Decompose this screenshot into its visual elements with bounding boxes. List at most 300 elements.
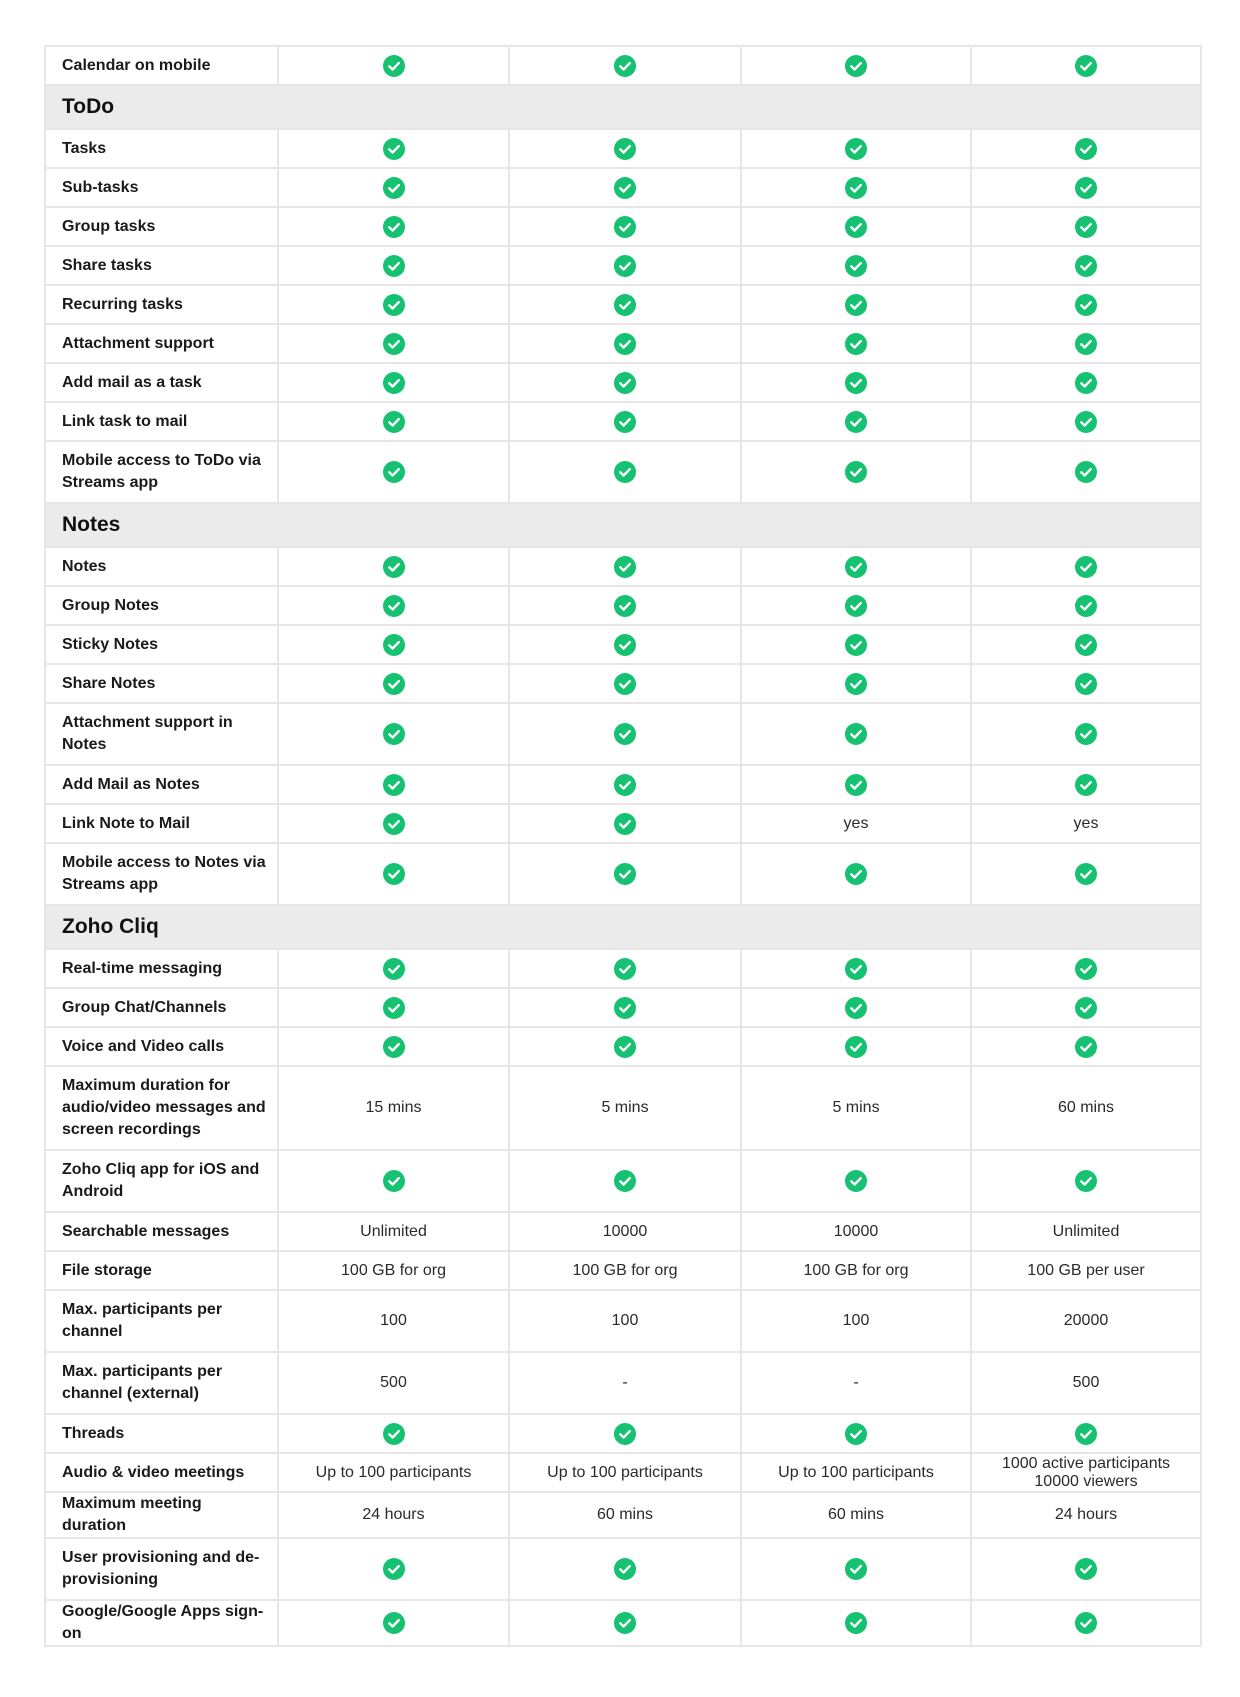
plan-value-cell xyxy=(971,207,1201,246)
plan-value-text: 24 hours xyxy=(1054,1506,1118,1523)
plan-value-cell xyxy=(971,363,1201,402)
plan-value-cell xyxy=(741,949,971,988)
plan-value-cell xyxy=(278,625,509,664)
check-circle-icon xyxy=(1075,774,1097,796)
plan-value-cell xyxy=(741,363,971,402)
check-circle-icon xyxy=(1075,411,1097,433)
plan-value-cell xyxy=(278,1600,509,1646)
plan-value-text: 5 mins xyxy=(832,1099,880,1116)
check-circle-icon xyxy=(383,634,405,656)
plan-value-cell xyxy=(971,1290,1201,1352)
plan-value-cell xyxy=(278,402,509,441)
plan-value-cell xyxy=(741,1027,971,1066)
plan-value-cell xyxy=(971,441,1201,503)
check-circle-icon xyxy=(383,255,405,277)
plan-value-cell xyxy=(971,46,1201,85)
plan-value-cell xyxy=(741,1251,971,1290)
table-row xyxy=(45,804,1201,843)
check-circle-icon xyxy=(614,55,636,77)
check-circle-icon xyxy=(845,723,867,745)
plan-value-cell xyxy=(971,1414,1201,1453)
check-circle-icon xyxy=(1075,634,1097,656)
plan-value-cell xyxy=(278,703,509,765)
check-circle-icon xyxy=(1075,863,1097,885)
table-row xyxy=(45,46,1201,85)
feature-label: Threads xyxy=(45,1414,278,1453)
plan-value-cell xyxy=(509,285,741,324)
plan-value-cell xyxy=(509,168,741,207)
feature-label: Share tasks xyxy=(45,246,278,285)
plan-value-cell xyxy=(971,804,1201,843)
check-circle-icon xyxy=(614,461,636,483)
plan-value-cell xyxy=(741,664,971,703)
check-circle-icon xyxy=(845,673,867,695)
check-circle-icon xyxy=(845,595,867,617)
plan-value-cell xyxy=(278,1251,509,1290)
feature-label: Group tasks xyxy=(45,207,278,246)
check-circle-icon xyxy=(383,813,405,835)
plan-value-text: - xyxy=(622,1374,628,1391)
plan-value-cell xyxy=(509,625,741,664)
plan-value-text: 100 xyxy=(842,1312,870,1329)
feature-label: Link Note to Mail xyxy=(45,804,278,843)
feature-label: Mobile access to ToDo via Streams app xyxy=(45,441,278,503)
plan-value-cell xyxy=(509,1290,741,1352)
check-circle-icon xyxy=(383,1036,405,1058)
check-circle-icon xyxy=(383,177,405,199)
check-circle-icon xyxy=(1075,1612,1097,1634)
plan-value-cell xyxy=(971,547,1201,586)
check-circle-icon xyxy=(1075,333,1097,355)
section-header xyxy=(45,503,1201,547)
plan-value-cell xyxy=(509,547,741,586)
table-row xyxy=(45,402,1201,441)
check-circle-icon xyxy=(614,1612,636,1634)
plan-value-cell xyxy=(278,843,509,905)
check-circle-icon xyxy=(383,723,405,745)
table-row xyxy=(45,1066,1201,1150)
feature-label: Share Notes xyxy=(45,664,278,703)
plan-value-cell xyxy=(741,441,971,503)
section-title: Zoho Cliq xyxy=(45,905,1201,949)
plan-value-text: 100 xyxy=(380,1312,407,1329)
plan-value-text: - xyxy=(853,1374,859,1391)
check-circle-icon xyxy=(845,216,867,238)
plan-value-cell xyxy=(971,1492,1201,1538)
check-circle-icon xyxy=(845,411,867,433)
check-circle-icon xyxy=(383,333,405,355)
plan-value-cell xyxy=(741,285,971,324)
plan-value-cell xyxy=(741,703,971,765)
table-row xyxy=(45,765,1201,804)
plan-value-cell xyxy=(741,586,971,625)
plan-value-text: 500 xyxy=(380,1374,407,1391)
check-circle-icon xyxy=(383,372,405,394)
table-row xyxy=(45,441,1201,503)
check-circle-icon xyxy=(614,372,636,394)
feature-label: Link task to mail xyxy=(45,402,278,441)
feature-label: Sticky Notes xyxy=(45,625,278,664)
plan-value-cell xyxy=(278,1066,509,1150)
check-circle-icon xyxy=(1075,255,1097,277)
plan-value-cell xyxy=(278,586,509,625)
plan-value-cell xyxy=(278,988,509,1027)
feature-label: Maximum duration for audio/video messages and screen recordings xyxy=(45,1066,278,1150)
table-row xyxy=(45,324,1201,363)
plan-value-cell xyxy=(509,988,741,1027)
table-row xyxy=(45,1600,1201,1646)
feature-label: Sub-tasks xyxy=(45,168,278,207)
plan-value-text: 60 mins xyxy=(596,1506,654,1523)
table-row xyxy=(45,586,1201,625)
plan-value-cell xyxy=(278,1212,509,1251)
check-circle-icon xyxy=(1075,595,1097,617)
feature-label: File storage xyxy=(45,1251,278,1290)
check-circle-icon xyxy=(1075,958,1097,980)
plan-value-cell xyxy=(509,1453,741,1492)
plan-value-cell xyxy=(278,1150,509,1212)
plan-value-cell xyxy=(741,1538,971,1600)
check-circle-icon xyxy=(383,556,405,578)
feature-label: Google/Google Apps sign-on xyxy=(45,1600,278,1646)
check-circle-icon xyxy=(845,461,867,483)
check-circle-icon xyxy=(614,1423,636,1445)
plan-value-cell xyxy=(509,1352,741,1414)
feature-label: Max. participants per channel (external) xyxy=(45,1352,278,1414)
check-circle-icon xyxy=(614,177,636,199)
check-circle-icon xyxy=(614,813,636,835)
check-circle-icon xyxy=(614,1170,636,1192)
check-circle-icon xyxy=(383,673,405,695)
plan-value-cell xyxy=(278,1290,509,1352)
plan-value-text: 60 mins xyxy=(827,1506,885,1523)
plan-value-cell xyxy=(278,547,509,586)
plan-value-cell xyxy=(741,168,971,207)
plan-value-cell xyxy=(741,1150,971,1212)
plan-value-text: 10000 xyxy=(602,1222,648,1240)
check-circle-icon xyxy=(383,595,405,617)
check-circle-icon xyxy=(383,411,405,433)
plan-value-cell xyxy=(971,949,1201,988)
plan-value-text: 60 mins xyxy=(1057,1099,1115,1116)
plan-value-cell xyxy=(971,625,1201,664)
plan-value-cell xyxy=(741,246,971,285)
check-circle-icon xyxy=(383,461,405,483)
check-circle-icon xyxy=(1075,556,1097,578)
feature-label: Zoho Cliq app for iOS and Android xyxy=(45,1150,278,1212)
table-row xyxy=(45,625,1201,664)
check-circle-icon xyxy=(383,997,405,1019)
table-row xyxy=(45,1027,1201,1066)
plan-value-cell xyxy=(509,586,741,625)
table-row xyxy=(45,285,1201,324)
check-circle-icon xyxy=(383,1612,405,1634)
plan-value-cell xyxy=(278,168,509,207)
plan-value-cell xyxy=(741,1600,971,1646)
check-circle-icon xyxy=(614,216,636,238)
plan-value-cell xyxy=(741,324,971,363)
table-row xyxy=(45,703,1201,765)
section-header xyxy=(45,905,1201,949)
plan-value-cell xyxy=(509,1027,741,1066)
plan-value-cell xyxy=(509,703,741,765)
check-circle-icon xyxy=(614,863,636,885)
plan-value-text: 100 xyxy=(611,1312,639,1329)
table-row xyxy=(45,949,1201,988)
check-circle-icon xyxy=(614,138,636,160)
plan-value-cell xyxy=(509,765,741,804)
section-title: Notes xyxy=(45,503,1201,547)
check-circle-icon xyxy=(845,138,867,160)
table-row xyxy=(45,988,1201,1027)
feature-label: Maximum meeting duration xyxy=(45,1492,278,1538)
plan-value-cell xyxy=(278,363,509,402)
check-circle-icon xyxy=(845,177,867,199)
check-circle-icon xyxy=(1075,461,1097,483)
plan-value-cell xyxy=(741,1066,971,1150)
plan-value-cell xyxy=(741,1352,971,1414)
plan-value-text: Unlimited xyxy=(360,1222,427,1240)
check-circle-icon xyxy=(614,673,636,695)
check-circle-icon xyxy=(614,411,636,433)
plan-value-cell xyxy=(509,402,741,441)
plan-value-text: 100 GB per user xyxy=(1027,1261,1145,1279)
plan-value-cell xyxy=(741,402,971,441)
plan-value-cell xyxy=(971,285,1201,324)
feature-label: Add mail as a task xyxy=(45,363,278,402)
table-row xyxy=(45,1352,1201,1414)
plan-value-cell xyxy=(971,168,1201,207)
plan-value-cell xyxy=(971,1352,1201,1414)
table-row xyxy=(45,363,1201,402)
plan-value-text: 100 GB for org xyxy=(803,1261,909,1279)
check-circle-icon xyxy=(1075,1036,1097,1058)
check-circle-icon xyxy=(845,1170,867,1192)
plan-value-text: 20000 xyxy=(1063,1312,1109,1329)
plan-value-cell xyxy=(278,1414,509,1453)
plan-value-text: 100 GB for org xyxy=(341,1261,446,1279)
plan-value-cell xyxy=(971,246,1201,285)
check-circle-icon xyxy=(845,863,867,885)
table-row xyxy=(45,1290,1201,1352)
plan-value-cell xyxy=(278,324,509,363)
plan-value-cell xyxy=(971,324,1201,363)
check-circle-icon xyxy=(845,774,867,796)
table-row xyxy=(45,843,1201,905)
table-row xyxy=(45,1414,1201,1453)
check-circle-icon xyxy=(845,1558,867,1580)
check-circle-icon xyxy=(1075,294,1097,316)
plan-value-cell xyxy=(278,1453,509,1492)
check-circle-icon xyxy=(614,997,636,1019)
plan-value-cell xyxy=(278,46,509,85)
plan-value-cell xyxy=(278,664,509,703)
check-circle-icon xyxy=(383,1423,405,1445)
table-row xyxy=(45,664,1201,703)
plan-value-text: Unlimited xyxy=(1052,1222,1120,1240)
feature-label: Audio & video meetings xyxy=(45,1453,278,1492)
plan-value-cell xyxy=(971,1212,1201,1251)
check-circle-icon xyxy=(845,55,867,77)
table-row xyxy=(45,1212,1201,1251)
plan-value-cell xyxy=(278,1352,509,1414)
check-circle-icon xyxy=(383,138,405,160)
plan-value-cell xyxy=(509,1066,741,1150)
plan-value-cell xyxy=(971,1600,1201,1646)
feature-label: Searchable messages xyxy=(45,1212,278,1251)
check-circle-icon xyxy=(614,1036,636,1058)
check-circle-icon xyxy=(383,294,405,316)
feature-label: Real-time messaging xyxy=(45,949,278,988)
section-title: ToDo xyxy=(45,85,1201,129)
check-circle-icon xyxy=(1075,1558,1097,1580)
plan-value-cell xyxy=(509,246,741,285)
plan-value-cell xyxy=(741,1414,971,1453)
feature-label: Max. participants per channel xyxy=(45,1290,278,1352)
plan-value-cell xyxy=(278,1027,509,1066)
plan-value-cell xyxy=(509,129,741,168)
plan-value-cell xyxy=(741,547,971,586)
check-circle-icon xyxy=(383,216,405,238)
table-row xyxy=(45,1538,1201,1600)
table-row xyxy=(45,1251,1201,1290)
plan-value-cell xyxy=(278,129,509,168)
plan-value-cell xyxy=(509,1150,741,1212)
check-circle-icon xyxy=(614,1558,636,1580)
plan-value-cell xyxy=(971,1150,1201,1212)
check-circle-icon xyxy=(845,1036,867,1058)
feature-label: Tasks xyxy=(45,129,278,168)
check-circle-icon xyxy=(845,958,867,980)
plan-value-cell xyxy=(278,285,509,324)
plan-value-cell xyxy=(509,46,741,85)
plan-value-cell xyxy=(741,1492,971,1538)
plan-value-cell xyxy=(971,586,1201,625)
table-row xyxy=(45,129,1201,168)
plan-value-text: Up to 100 participants xyxy=(315,1463,472,1481)
plan-value-cell xyxy=(278,949,509,988)
check-circle-icon xyxy=(614,958,636,980)
check-circle-icon xyxy=(845,255,867,277)
plan-value-cell xyxy=(509,1600,741,1646)
feature-label: Add Mail as Notes xyxy=(45,765,278,804)
plan-value-cell xyxy=(971,988,1201,1027)
feature-label: Group Chat/Channels xyxy=(45,988,278,1027)
table-row xyxy=(45,1492,1201,1538)
check-circle-icon xyxy=(383,958,405,980)
plan-value-cell xyxy=(741,988,971,1027)
check-circle-icon xyxy=(614,294,636,316)
table-row xyxy=(45,168,1201,207)
check-circle-icon xyxy=(845,294,867,316)
table-row xyxy=(45,547,1201,586)
check-circle-icon xyxy=(845,634,867,656)
plan-value-cell xyxy=(741,804,971,843)
plan-value-cell xyxy=(971,1066,1201,1150)
check-circle-icon xyxy=(1075,1423,1097,1445)
check-circle-icon xyxy=(1075,216,1097,238)
plan-value-cell xyxy=(971,402,1201,441)
table-row xyxy=(45,1453,1201,1492)
plan-value-cell xyxy=(509,664,741,703)
check-circle-icon xyxy=(614,595,636,617)
check-circle-icon xyxy=(614,774,636,796)
plan-value-cell xyxy=(741,765,971,804)
check-circle-icon xyxy=(383,863,405,885)
plan-value-cell xyxy=(278,1492,509,1538)
plan-value-cell xyxy=(971,765,1201,804)
table-row xyxy=(45,246,1201,285)
plan-value-cell xyxy=(971,1538,1201,1600)
table-body xyxy=(45,46,1201,1646)
plan-value-text: 1000 active participants 10000 viewers xyxy=(1001,1454,1171,1490)
plan-value-cell xyxy=(278,765,509,804)
feature-label: Attachment support xyxy=(45,324,278,363)
plan-value-cell xyxy=(741,46,971,85)
plan-value-cell xyxy=(278,1538,509,1600)
plan-value-cell xyxy=(741,1212,971,1251)
plan-value-cell xyxy=(278,207,509,246)
plan-value-text: yes xyxy=(843,814,869,832)
plan-value-text: Up to 100 participants xyxy=(778,1463,934,1481)
check-circle-icon xyxy=(845,556,867,578)
feature-label: Voice and Video calls xyxy=(45,1027,278,1066)
feature-label: Mobile access to Notes via Streams app xyxy=(45,843,278,905)
plan-value-cell xyxy=(509,1492,741,1538)
feature-label: Attachment support in Notes xyxy=(45,703,278,765)
plan-value-cell xyxy=(741,625,971,664)
check-circle-icon xyxy=(614,723,636,745)
check-circle-icon xyxy=(614,634,636,656)
plan-value-cell xyxy=(278,441,509,503)
check-circle-icon xyxy=(383,774,405,796)
check-circle-icon xyxy=(845,997,867,1019)
plan-value-cell xyxy=(971,1453,1201,1492)
plan-value-cell xyxy=(971,1251,1201,1290)
check-circle-icon xyxy=(614,255,636,277)
check-circle-icon xyxy=(383,1558,405,1580)
plan-value-cell xyxy=(509,804,741,843)
plan-value-text: 5 mins xyxy=(601,1099,649,1116)
table-row xyxy=(45,207,1201,246)
plan-value-text: 24 hours xyxy=(362,1506,425,1523)
feature-label: Recurring tasks xyxy=(45,285,278,324)
check-circle-icon xyxy=(1075,723,1097,745)
plan-value-cell xyxy=(971,664,1201,703)
plan-value-cell xyxy=(509,363,741,402)
feature-label: User provisioning and de-provisioning xyxy=(45,1538,278,1600)
table-row xyxy=(45,1150,1201,1212)
plan-value-text: 500 xyxy=(1072,1374,1100,1391)
check-circle-icon xyxy=(1075,372,1097,394)
check-circle-icon xyxy=(845,372,867,394)
plan-value-text: yes xyxy=(1073,814,1099,832)
plan-value-cell xyxy=(971,129,1201,168)
plan-value-cell xyxy=(509,949,741,988)
check-circle-icon xyxy=(1075,997,1097,1019)
check-circle-icon xyxy=(614,333,636,355)
plan-value-text: 15 mins xyxy=(365,1099,422,1116)
check-circle-icon xyxy=(1075,1170,1097,1192)
plan-value-cell xyxy=(278,804,509,843)
plan-value-cell xyxy=(971,703,1201,765)
check-circle-icon xyxy=(383,1170,405,1192)
plan-value-cell xyxy=(741,1453,971,1492)
plan-value-cell xyxy=(509,207,741,246)
check-circle-icon xyxy=(845,333,867,355)
feature-label: Group Notes xyxy=(45,586,278,625)
plan-value-text: 100 GB for org xyxy=(572,1261,678,1279)
